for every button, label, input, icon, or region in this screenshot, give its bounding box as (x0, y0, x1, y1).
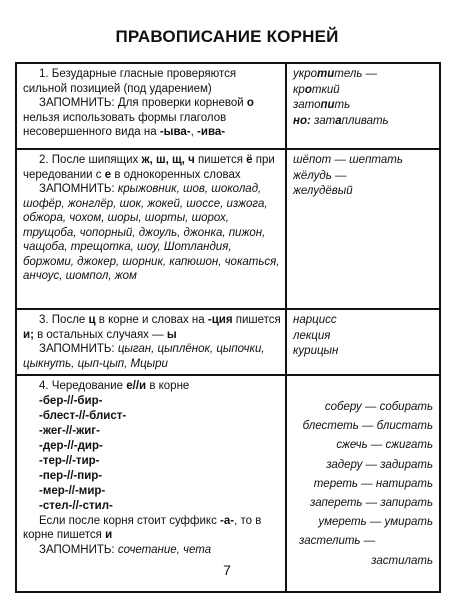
example-cell-1 (286, 63, 440, 149)
letter-yo: ё (246, 154, 253, 166)
memo-label: ЗАПОМНИТЬ: (39, 543, 115, 556)
letter-y: ы (166, 328, 177, 341)
example-1-2 (293, 83, 435, 99)
rule-3-text (23, 313, 281, 342)
example-4-9: застилать (371, 554, 433, 567)
root-pair: -дер-//-дир- (39, 439, 103, 452)
rule-1-memo (23, 96, 281, 140)
rule-4-memo (23, 543, 281, 558)
rule-row-2 (16, 149, 440, 309)
memo-label: ЗАПОМНИТЬ: (39, 97, 115, 109)
rule-text: в однокоренных словах (114, 168, 241, 181)
example-4-6: запереть — запирать (309, 497, 433, 510)
rule-text: Если после корня стоит суффикс (39, 514, 217, 527)
rule-cell-4 (16, 375, 286, 592)
example-4-4: задеру — задирать (326, 458, 433, 471)
suffix-yva: -ыва- (159, 126, 191, 138)
example-1-no (293, 114, 435, 130)
rule-text: 4. Чередование (39, 380, 124, 392)
stressed-letter: пи (320, 99, 335, 111)
example-4-5: тереть — натирать (313, 477, 433, 490)
rule-4-text (23, 379, 281, 394)
rule-text: пишется (235, 314, 281, 326)
memo-bold-o: о (246, 97, 254, 109)
rule-3-memo (23, 342, 281, 371)
example-4-8: застелить — (299, 535, 376, 548)
rule-row-3 (16, 309, 440, 375)
example-cell-4 (286, 375, 440, 592)
rule-cell-1 (16, 63, 286, 149)
root-pair: -мер-//-мир- (39, 484, 106, 497)
example-2-2: жёлудь — (293, 169, 347, 182)
rule-text: пишется (197, 154, 243, 166)
page-title: ПРАВОПИСАНИЕ КОРНЕЙ (115, 27, 339, 46)
example-text: зато (293, 99, 321, 111)
suffix-tsia: -ция (207, 314, 233, 326)
root-pair: -тер-//-тир- (39, 454, 100, 467)
rules-table (15, 62, 441, 593)
example-1-3 (293, 98, 435, 114)
memo-words: сочетание, чета (117, 543, 212, 556)
root-pair: -жег-//-жиг- (39, 424, 100, 437)
example-text: ть (334, 99, 351, 111)
example-cell-3 (286, 309, 440, 375)
rule-cell-3 (16, 309, 286, 375)
root-pair: -блест-//-блист- (39, 409, 127, 422)
memo-words: крыжовник, шов, шоколад, шофёр, жонглёр, шок, жокей, шоссе, изжога, обжора, чохом, шоры, шорты, шорох, трущоба, чопорный, джоуль, джонка, пижон, чащоба, трещотка, шоу, Шотландия, боржоми, джокер, шорник, капюшон, чокаться, анчоус, шомпол, жом (23, 183, 280, 282)
memo-words: цыган, цыплёнок, цыпочки, цыкнуть, цып-цып, Мцыри (23, 343, 265, 370)
example-4-2: блестеть — блистать (302, 420, 433, 433)
suffix-a: -а- (220, 514, 235, 527)
memo-separator: , (190, 126, 194, 138)
page-number: 7 (223, 562, 231, 578)
example-2-3: желудёвый (293, 185, 353, 197)
example-3-1: нарцисс (293, 314, 337, 326)
letter-i: и (105, 529, 113, 541)
rule-text: в остальных случаях — (37, 328, 164, 341)
rule-1-text: 1. Безударные гласные проверяются сильной позицией (под ударением) (23, 68, 237, 95)
rule-text: при чередовании с (23, 154, 275, 181)
root-pair: -стел-//-стил- (39, 499, 113, 512)
root-pair: -бер-//-бир- (39, 394, 103, 407)
rule-2-memo (23, 182, 281, 284)
memo-text-2: нельзя использовать формы глаголов несовершенного вида на (23, 111, 227, 138)
example-3-2: лекция (293, 329, 331, 342)
rule-cell-2 (16, 149, 286, 309)
letter-ts: ц (88, 314, 96, 326)
suffix-rule (23, 514, 281, 543)
alternation-letters: е//и (126, 380, 147, 392)
example-text: пливать (341, 114, 389, 127)
example-3-3: курицын (293, 345, 339, 357)
rule-text: в корне (149, 380, 190, 392)
example-text: зат (314, 114, 336, 127)
memo-text: Для проверки корневой (117, 97, 244, 109)
sibilant-letters: ж, ш, щ, ч (141, 154, 195, 166)
letter-e: е (104, 168, 112, 181)
root-pair: -пер-//-пир- (39, 469, 103, 482)
example-2-1: шёпот — шептать (293, 154, 403, 166)
memo-label: ЗАПОМНИТЬ: (39, 343, 115, 355)
example-text: кр (293, 83, 305, 96)
example-text: ткий (311, 83, 340, 96)
suffix-iva: -ива- (197, 126, 226, 138)
rule-2-text (23, 153, 281, 182)
example-1-1 (293, 67, 435, 83)
rule-row-1 (16, 63, 440, 149)
example-4-7: умереть — умирать (318, 516, 433, 529)
letter-i: и; (23, 328, 34, 341)
rule-row-4 (16, 375, 440, 592)
example-text: укро (293, 68, 317, 80)
rule-text: , то в корне пишется (23, 514, 262, 541)
exception-label: но: (293, 114, 311, 127)
example-4-1: соберу — собирать (324, 401, 433, 413)
stressed-letter: ти (316, 68, 335, 80)
example-text: тель — (334, 68, 378, 80)
memo-label: ЗАПОМНИТЬ: (39, 183, 115, 195)
rule-text: в корне и словах на (98, 314, 205, 326)
stressed-letter: а (335, 114, 342, 127)
rule-text: 2. После шипящих (39, 154, 139, 166)
rule-text: 3. После (39, 314, 86, 326)
stressed-letter: о (304, 83, 312, 96)
example-cell-2 (286, 149, 440, 309)
example-4-3: сжечь — сжигать (336, 439, 433, 452)
